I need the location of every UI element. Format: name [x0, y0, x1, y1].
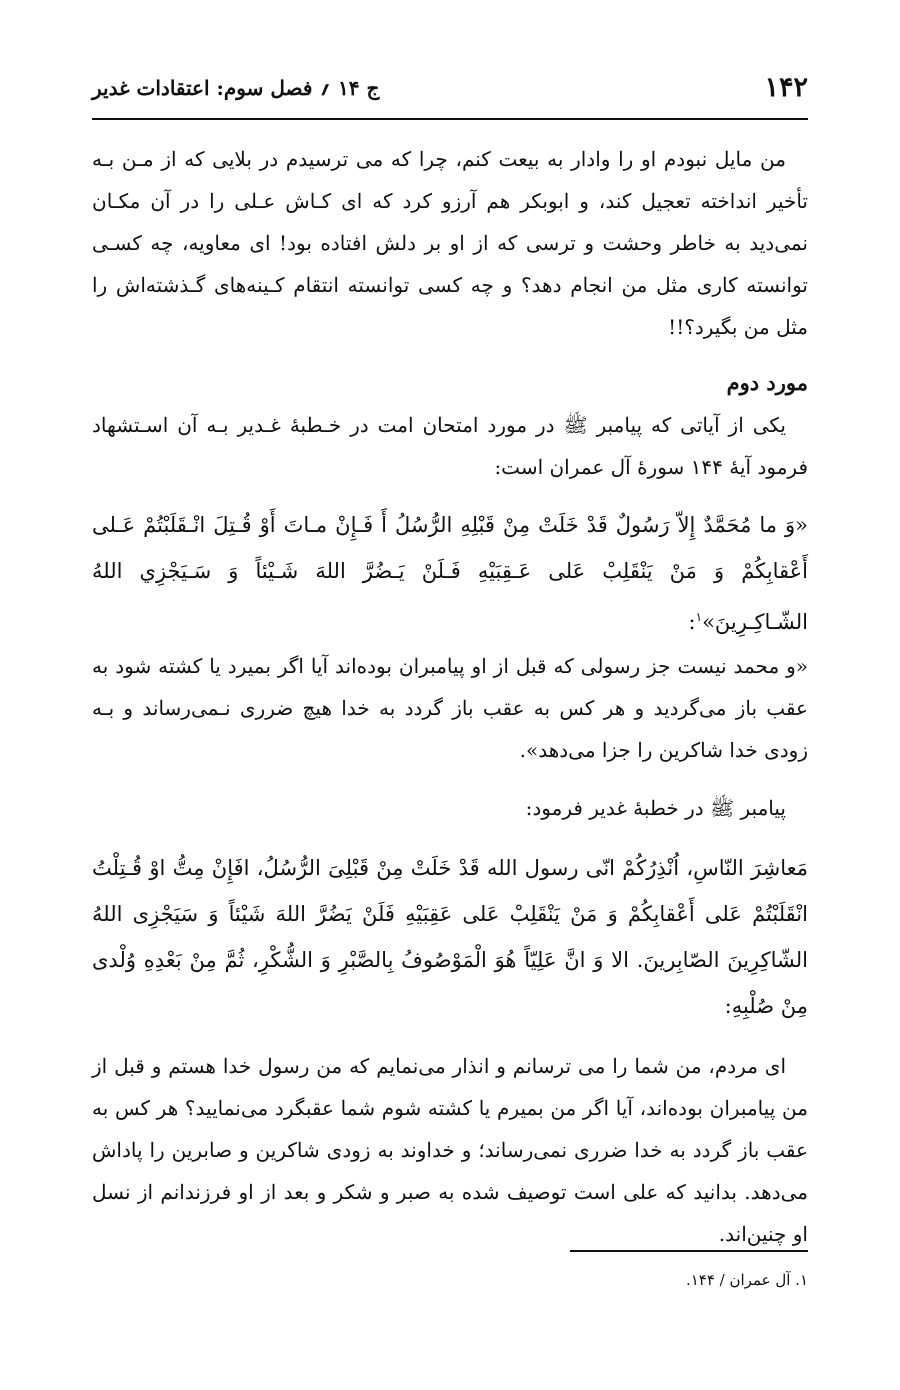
- footnote-rule: [570, 1250, 808, 1252]
- footnote: ۱. آل عمران / ۱۴۴.: [685, 1271, 808, 1289]
- footnote-marker: ۱: [695, 610, 703, 624]
- verse-translation: «و محمد نیست جز رسولی که قبل از او پیامبران بوده‌اند آیا اگر بمیرد یا کشته شود به عقب باز می‌گردید و هر کس به عقب باز گردد به خدا هیچ ضرری نـمی‌رساند و بـه زودی خدا شاکرین را جزا می‌دهد».: [92, 654, 808, 762]
- verse-colon: :: [688, 610, 696, 634]
- page-body: [92, 138, 808, 1255]
- header-rule: [92, 118, 808, 120]
- quran-verse-text: «وَ ما مُحَمَّدٌ إِلاّ رَسُولٌ قَدْ خَلَتْ مِنْ قَبْلِهِ الرُّسُلُ أَ فَـإِنْ مـاتَ أَوْ قُـتِلَ انْـقَلَبْتُمْ عَـلى أَعْقابِكُمْ وَ مَنْ يَنْقَلِبْ عَلى عَـقِبَيْهِ فَـلَنْ يَـضُرَّ اللهَ شَـيْئاً وَ سَـيَجْزِي اللهُ الشّـاكِـرِينَ»: [92, 513, 808, 634]
- paragraph-3: پیامبر ﷺ در خطبهٔ غدیر فرمود:: [525, 796, 786, 820]
- paragraph-2: یکی از آیاتی که پیامبر ﷺ در مورد امتحان امت در خـطبهٔ غـدیر بـه آن اسـتشهاد فرمود آیهٔ ۱۴۴ سورهٔ آل عمران است:: [92, 413, 808, 479]
- section-heading: مورد دوم: [726, 370, 808, 395]
- sermon-quote: مَعاشِرَ النّاسِ، اُنْذِرُكُمْ انّى رسول الله قَدْ خَلَتْ مِنْ قَبْلِىَ الرُّسُلُ، افَإِنْ مِتُّ اوْ قُـتِلْتُ انْقَلَبْتُمْ عَلى أَعْقابِكُمْ وَ مَنْ يَنْقَلِبْ عَلى عَقِبَيْهِ فَلَنْ يَضُرَّ اللهَ شَيْئاً وَ سَيَجْزِى اللهُ الشّاكِرِينَ الصّابِرينَ. الا وَ انَّ عَلِيّاً هُوَ الْمَوْصُوفُ بِالصَّبْرِ وَ الشُّكْرِ، ثُمَّ مِنْ بَعْدِهِ وُلْدى مِنْ صُلْبِهِ:: [92, 856, 808, 1018]
- page-number: ۱۴۲: [764, 72, 808, 103]
- paragraph-1: من مایل نبودم او را وادار به بیعت کنم، چرا که می ترسیدم در بلایی که از مـن بـه تأخیر انداخته تعجیل کند، و ابوبکر هم آرزو کرد که ای کـاش عـلی را در آن مکـان نمی‌دید به خاطر وحشت و ترسی که از او بر دلش افتاده بود! ای معاویه، چه کسـی توانسته کاری مثل من انجام دهد؟ و چه کسی توانسته انتقام کـینه‌های گـذشته‌اش را مثل من بگیرد؟!!: [92, 147, 808, 339]
- page-header: [92, 72, 808, 116]
- quran-verse: [92, 502, 808, 645]
- running-title: ج ۱۴ ؍ فصل سوم: اعتقادات غدیر: [92, 76, 380, 100]
- paragraph-4: ای مردم، من شما را می ترسانم و انذار می‌نمایم که من رسول خدا هستم و قبل از من پیامبران بوده‌اند، آیا اگر من بمیرم یا کشته شوم شما عقبگرد می‌نمایید؟ هر کس به عقب باز گردد به خدا ضرری نمی‌رساند؛ و خداوند به زودی شاکرین و صابرین را پاداش می‌دهد. بدانید که علی است توصیف شده به صبر و شکر و بعد از او فرزندانم از نسل او چنین‌اند.: [92, 1054, 808, 1246]
